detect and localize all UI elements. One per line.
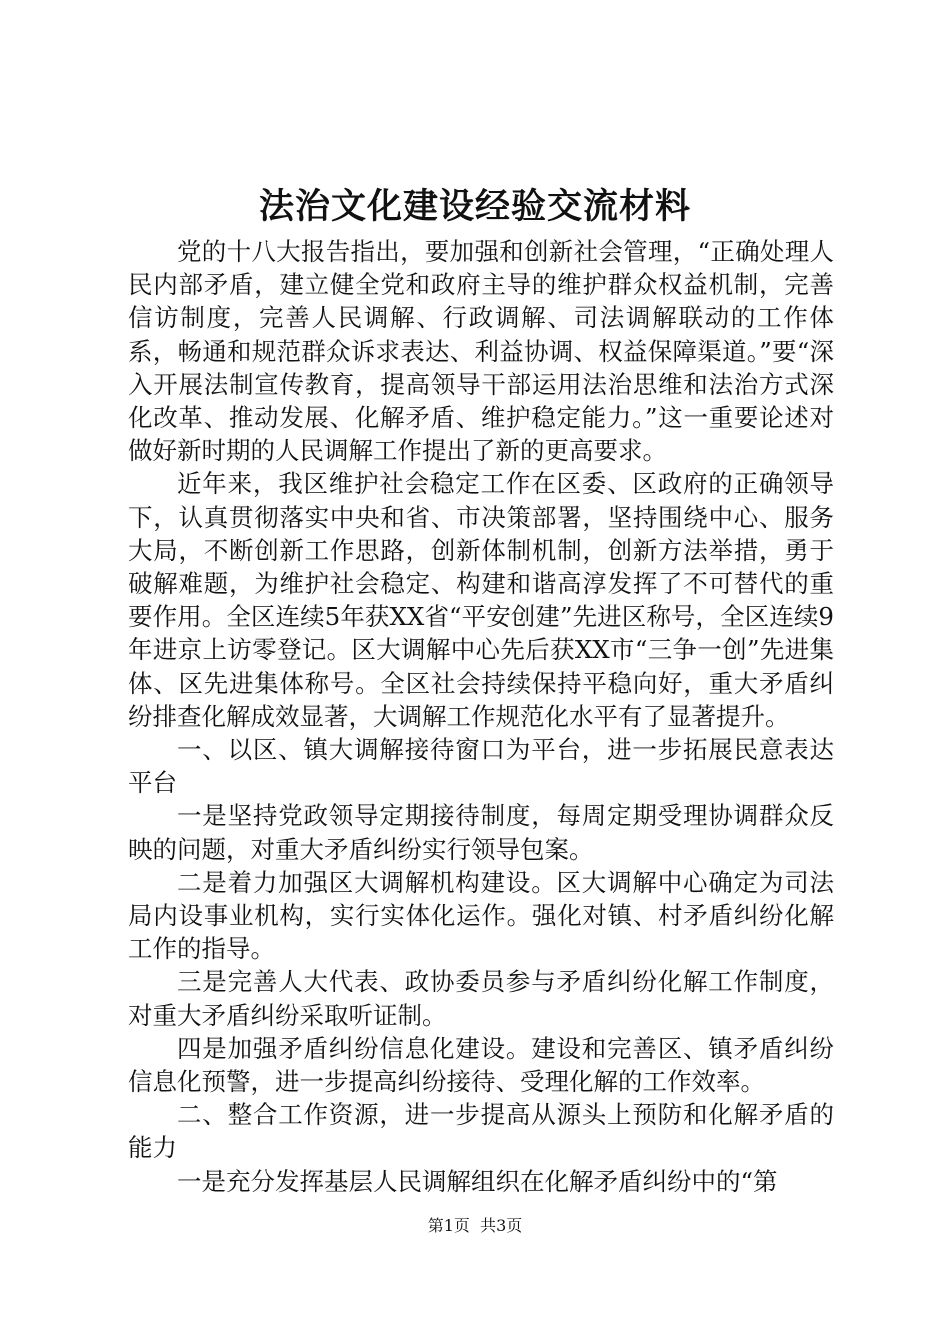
section-heading-2: 二、整合工作资源，进一步提高从源头上预防和化解矛盾的能力 <box>128 1100 834 1163</box>
page-footer <box>0 1214 950 1238</box>
paragraph-3: 一是坚持党政领导定期接待制度，每周定期受理协调群众反映的问题，对重大矛盾纠纷实行领导包案。 <box>128 801 834 864</box>
paragraph-4: 二是着力加强区大调解机构建设。区大调解中心确定为司法局内设事业机构，实行实体化运作。强化对镇、村矛盾纠纷化解工作的指导。 <box>128 867 834 964</box>
page-number: 第1页 <box>427 1216 470 1235</box>
section-heading-1: 一、以区、镇大调解接待窗口为平台，进一步拓展民意表达平台 <box>128 735 834 798</box>
document-title: 法治文化建设经验交流材料 <box>258 186 691 227</box>
document-body <box>128 235 834 1198</box>
paragraph-6: 四是加强矛盾纠纷信息化建设。建设和完善区、镇矛盾纠纷信息化预警，进一步提高纠纷接待、受理化解的工作效率。 <box>128 1033 834 1097</box>
paragraph-7: 一是充分发挥基层人民调解组织在化解矛盾纠纷中的“第 <box>177 1166 778 1196</box>
paragraph-1: 党的十八大报告指出，要加强和创新社会管理，“正确处理人民内部矛盾，建立健全党和政府主导的维护群众权益机制，完善信访制度，完善人民调解、行政调解、司法调解联动的工作体系，畅通和规范群众诉求表达、利益协调、权益保障渠道。”要“深入开展法制宣传教育，提高领导干部运用法治思维和法治方式深化改革、推动发展、化解矛盾、维护稳定能力。”这一重要论述对做好新时期的人民调解工作提出了新的更高要求。 <box>128 237 834 466</box>
paragraph-2: 近年来，我区维护社会稳定工作在区委、区政府的正确领导下，认真贯彻落实中央和省、市决策部署，坚持围绕中心、服务大局，不断创新工作思路，创新体制机制，创新方法举措，勇于破解难题，为维护社会稳定、构建和谐高淳发挥了不可替代的重要作用。全区连续5年获XX省“平安创建”先进区称号，全区连续9年进京上访零登记。区大调解中心先后获XX市“三争一创”先进集体、区先进集体称号。全区社会持续保持平稳向好，重大矛盾纠纷排查化解成效显著，大调解工作规范化水平有了显著提升。 <box>128 469 834 731</box>
paragraph-5: 三是完善人大代表、政协委员参与矛盾纠纷化解工作制度，对重大矛盾纠纷采取听证制。 <box>128 967 834 1030</box>
page-total: 共3页 <box>480 1216 523 1235</box>
